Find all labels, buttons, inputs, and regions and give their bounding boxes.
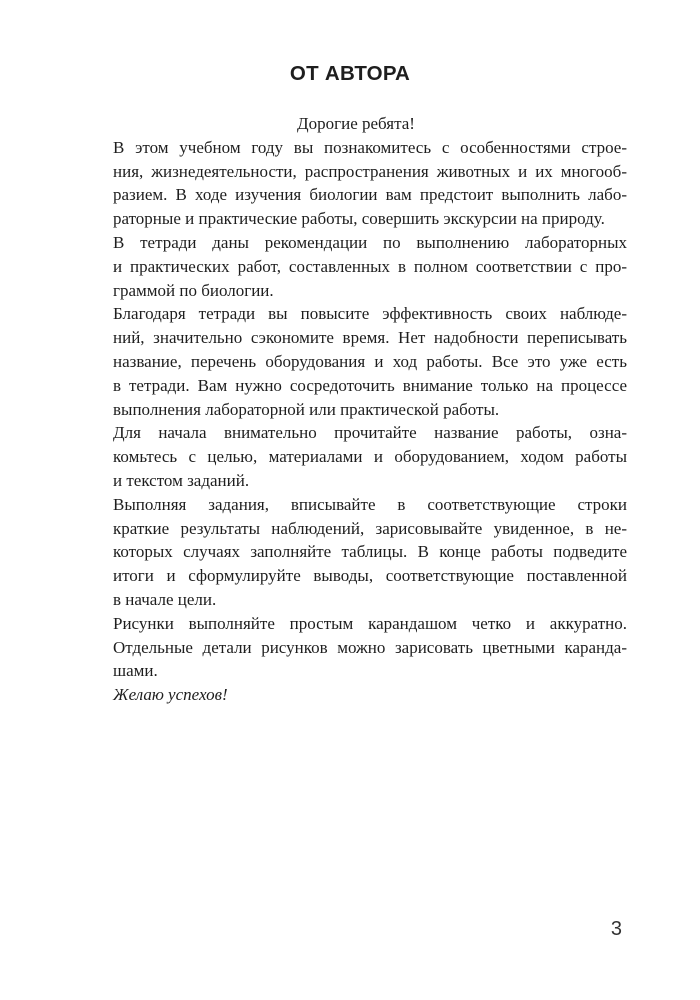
text-line: ния, жизнедеятельности, распространения животных и их многооб-	[113, 161, 627, 181]
text-line: В этом учебном году вы познакомитесь с особенностями строе-	[113, 137, 627, 157]
closing-wish: Желаю успехов!	[113, 685, 228, 705]
text-line: Для начала внимательно прочитайте название работы, озна-	[113, 423, 627, 443]
paragraph-3	[85, 302, 627, 421]
greeting: Дорогие ребята!	[297, 114, 415, 133]
text-line: выполнения лабораторной или практической работы.	[113, 399, 500, 419]
paragraph-5	[85, 493, 627, 612]
text-line: и практических работ, составленных в полном соответствии с про-	[113, 256, 627, 276]
page-number: 3	[610, 918, 622, 940]
body-text	[85, 112, 627, 707]
paragraph-1	[85, 136, 627, 231]
text-line: краткие результаты наблюдений, зарисовывайте увиденное, в не-	[113, 518, 627, 538]
text-line: в тетради. Вам нужно сосредоточить внимание только на процессе	[113, 375, 627, 395]
paragraph-4	[85, 421, 627, 492]
text-line: шами.	[113, 661, 158, 681]
paragraph-2	[85, 231, 627, 302]
text-line: которых случаях заполняйте таблицы. В конце работы подведите	[113, 542, 627, 562]
text-line: Отдельные детали рисунков можно зарисовать цветными каранда-	[113, 637, 627, 657]
text-line: Благодаря тетради вы повысите эффективность своих наблюде-	[113, 304, 627, 324]
page-title: ОТ АВТОРА	[289, 62, 411, 85]
paragraph-6	[85, 612, 627, 683]
text-line: и текстом заданий.	[113, 470, 250, 490]
text-line: раторные и практические работы, совершить экскурсии на природу.	[113, 209, 605, 229]
text-line: В тетради даны рекомендации по выполнению лабораторных	[113, 232, 627, 252]
text-line: разием. В ходе изучения биологии вам предстоит выполнить лабо-	[113, 185, 627, 205]
text-line: Рисунки выполняйте простым карандашом четко и аккуратно.	[113, 613, 627, 633]
text-line: итоги и сформулируйте выводы, соответствующие поставленной	[113, 566, 627, 586]
text-line: комьтесь с целью, материалами и оборудованием, ходом работы	[113, 447, 627, 467]
text-line: в начале цели.	[113, 589, 217, 609]
text-line: название, перечень оборудования и ход работы. Все это уже есть	[113, 351, 627, 371]
text-line: граммой по биологии.	[113, 280, 274, 300]
text-line: Выполняя задания, вписывайте в соответствующие строки	[113, 494, 627, 514]
text-line: ний, значительно сэкономите время. Нет надобности переписывать	[113, 328, 627, 348]
